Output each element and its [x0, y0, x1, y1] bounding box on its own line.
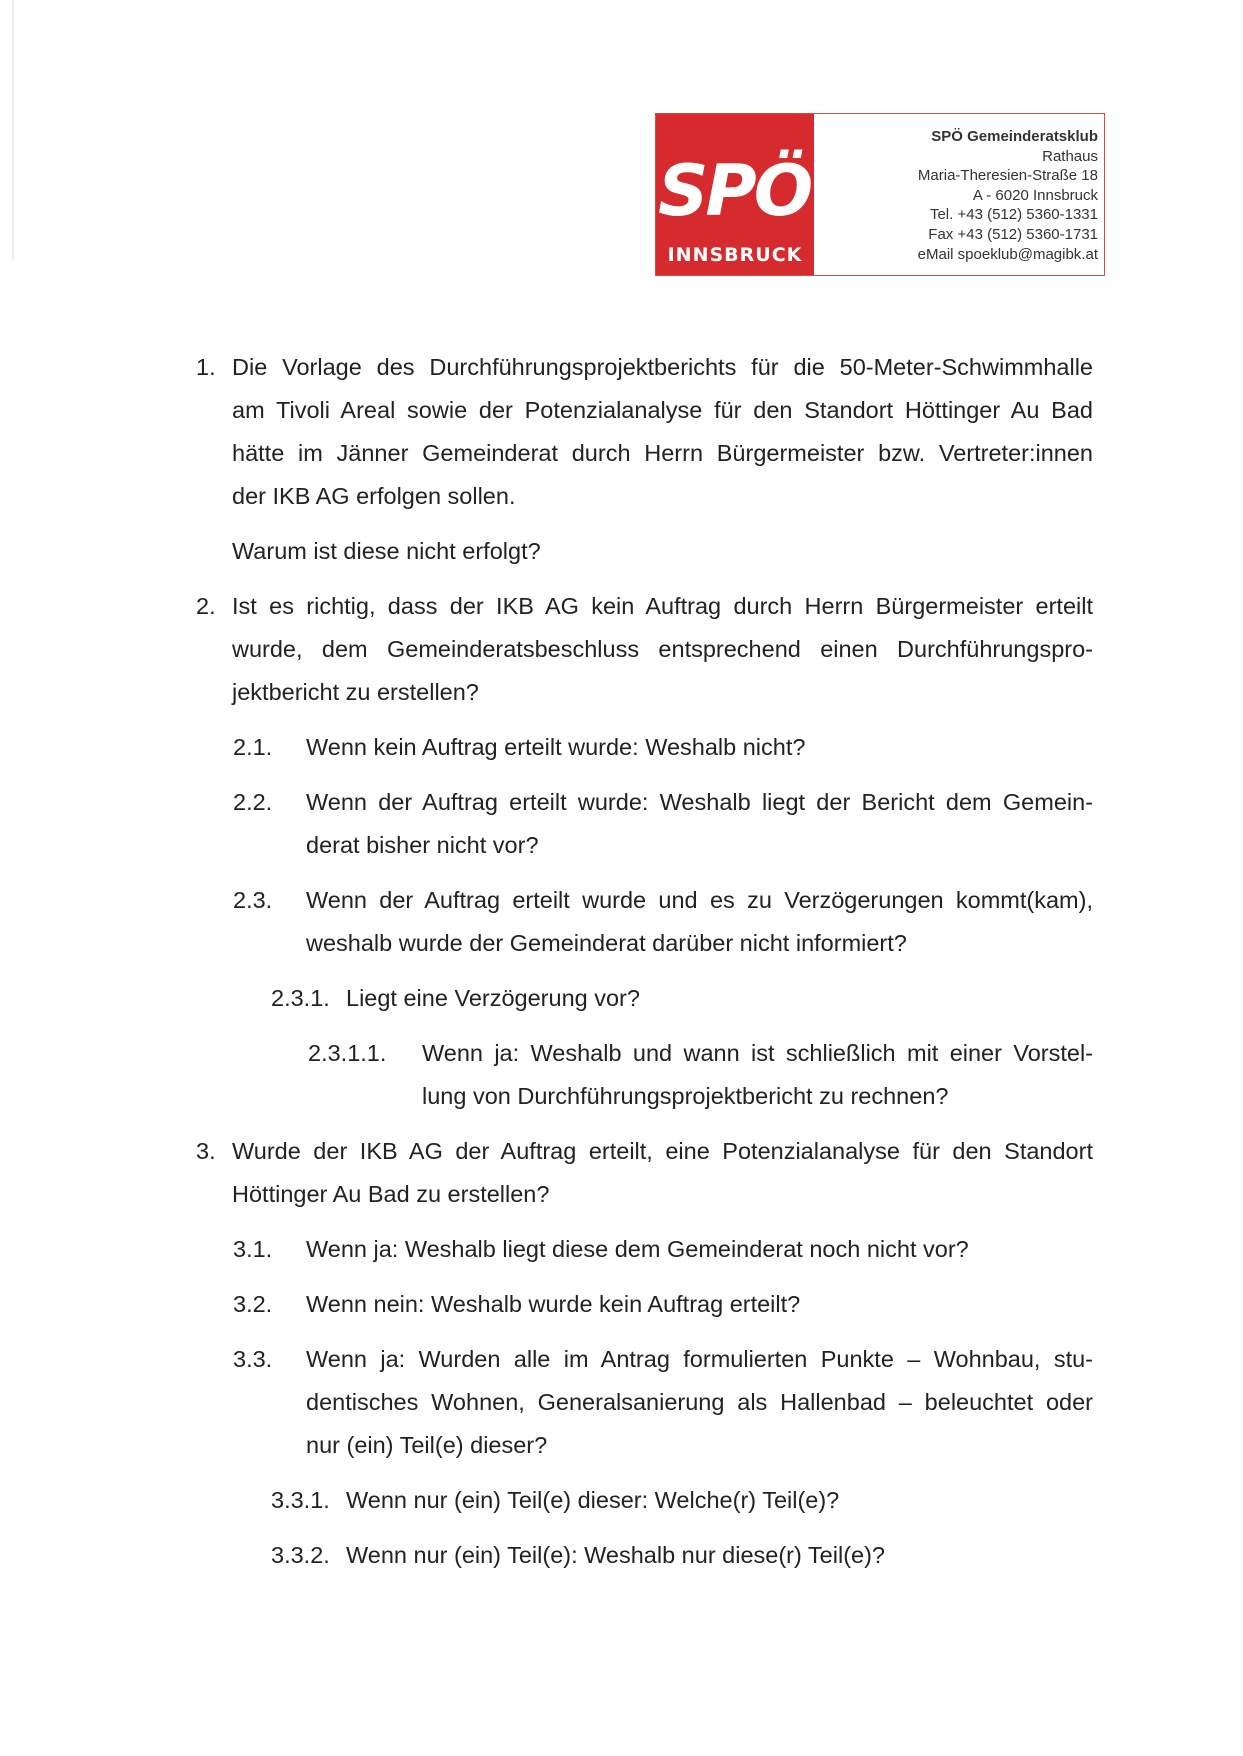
q2-3-line: weshalb wurde der Gemeinderat darüber nicht informiert? [306, 930, 907, 956]
q2-3-1-1-line: Wenn ja: Weshalb und wann ist schließlich mit einer Vorstel- [422, 1040, 1093, 1066]
q2-1-line: Wenn kein Auftrag erteilt wurde: Weshalb nicht? [306, 734, 806, 760]
q1-line: der IKB AG erfolgen sollen. [232, 483, 516, 509]
q2-2-line: derat bisher nicht vor? [306, 832, 539, 858]
phone: Tel. +43 (512) 5360-1331 [929, 206, 1098, 224]
q3-2-line: Wenn nein: Weshalb wurde kein Auftrag erteilt? [306, 1291, 801, 1317]
city: A - 6020 Innsbruck [972, 186, 1098, 204]
q3-3-1-line: Wenn nur (ein) Teil(e) dieser: Welche(r) Teil(e)? [346, 1487, 840, 1513]
street: Maria-Theresien-Straße 18 [917, 167, 1098, 185]
q3-3-line: nur (ein) Teil(e) dieser? [306, 1432, 548, 1458]
q1-number: 1. [196, 354, 216, 380]
q2-3-1-1-line: lung von Durchführungsprojektbericht zu rechnen? [422, 1083, 949, 1109]
org-name: SPÖ Gemeinderatsklub [931, 128, 1098, 145]
q3-3-line: Wenn ja: Wurden alle im Antrag formulierten Punkte – Wohnbau, stu- [306, 1346, 1093, 1372]
spoe-logo [656, 114, 814, 275]
q2-1-number: 2.1. [233, 734, 273, 760]
q2-line: wurde, dem Gemeinderatsbeschluss entsprechend einen Durchführungspro- [232, 636, 1093, 662]
q2-3-1-1-number: 2.3.1.1. [308, 1040, 387, 1066]
q2-2-line: Wenn der Auftrag erteilt wurde: Weshalb liegt der Bericht dem Gemein- [306, 789, 1093, 815]
q3-3-number: 3.3. [233, 1346, 273, 1372]
q3-2-number: 3.2. [233, 1291, 273, 1317]
contact-block [814, 114, 1104, 275]
scan-edge [12, 0, 14, 260]
q3-3-2-line: Wenn nur (ein) Teil(e): Weshalb nur diese(r) Teil(e)? [346, 1542, 885, 1568]
q2-line: jektbericht zu erstellen? [232, 679, 479, 705]
fax: Fax +43 (512) 5360-1731 [928, 225, 1098, 243]
q3-3-2-number: 3.3.2. [271, 1542, 330, 1568]
q3-1-number: 3.1. [233, 1236, 273, 1262]
q3-line: Höttinger Au Bad zu erstellen? [232, 1181, 550, 1207]
building: Rathaus [1042, 147, 1098, 165]
logo-subtitle: INNSBRUCK [667, 244, 803, 266]
q2-line: Ist es richtig, dass der IKB AG kein Auftrag durch Herrn Bürgermeister erteilt [232, 593, 1093, 619]
q3-line: Wurde der IKB AG der Auftrag erteilt, eine Potenzialanalyse für den Standort [232, 1138, 1093, 1164]
email: eMail spoeklub@magibk.at [917, 245, 1098, 263]
q2-3-number: 2.3. [233, 887, 273, 913]
q3-3-1-number: 3.3.1. [271, 1487, 330, 1513]
q3-number: 3. [196, 1138, 216, 1164]
logo-wordmark: SPÖ [658, 150, 811, 232]
q2-3-1-number: 2.3.1. [271, 985, 330, 1011]
letterhead [655, 113, 1105, 276]
q3-3-line: dentisches Wohnen, Generalsanierung als Hallenbad – beleuchtet oder [306, 1389, 1093, 1415]
q1-line: am Tivoli Areal sowie der Potenzialanalyse für den Standort Höttinger Au Bad [232, 397, 1093, 423]
q2-3-line: Wenn der Auftrag erteilt wurde und es zu Verzögerungen kommt(kam), [306, 887, 1093, 913]
q1-followup: Warum ist diese nicht erfolgt? [232, 538, 541, 564]
q1-line: Die Vorlage des Durchführungsprojektberichts für die 50-Meter-Schwimmhalle [232, 354, 1093, 380]
q2-2-number: 2.2. [233, 789, 273, 815]
q1-line: hätte im Jänner Gemeinderat durch Herrn Bürgermeister bzw. Vertreter:innen [232, 440, 1093, 466]
q2-3-1-line: Liegt eine Verzögerung vor? [346, 985, 640, 1011]
q2-number: 2. [196, 593, 216, 619]
q3-1-line: Wenn ja: Weshalb liegt diese dem Gemeinderat noch nicht vor? [306, 1236, 969, 1262]
